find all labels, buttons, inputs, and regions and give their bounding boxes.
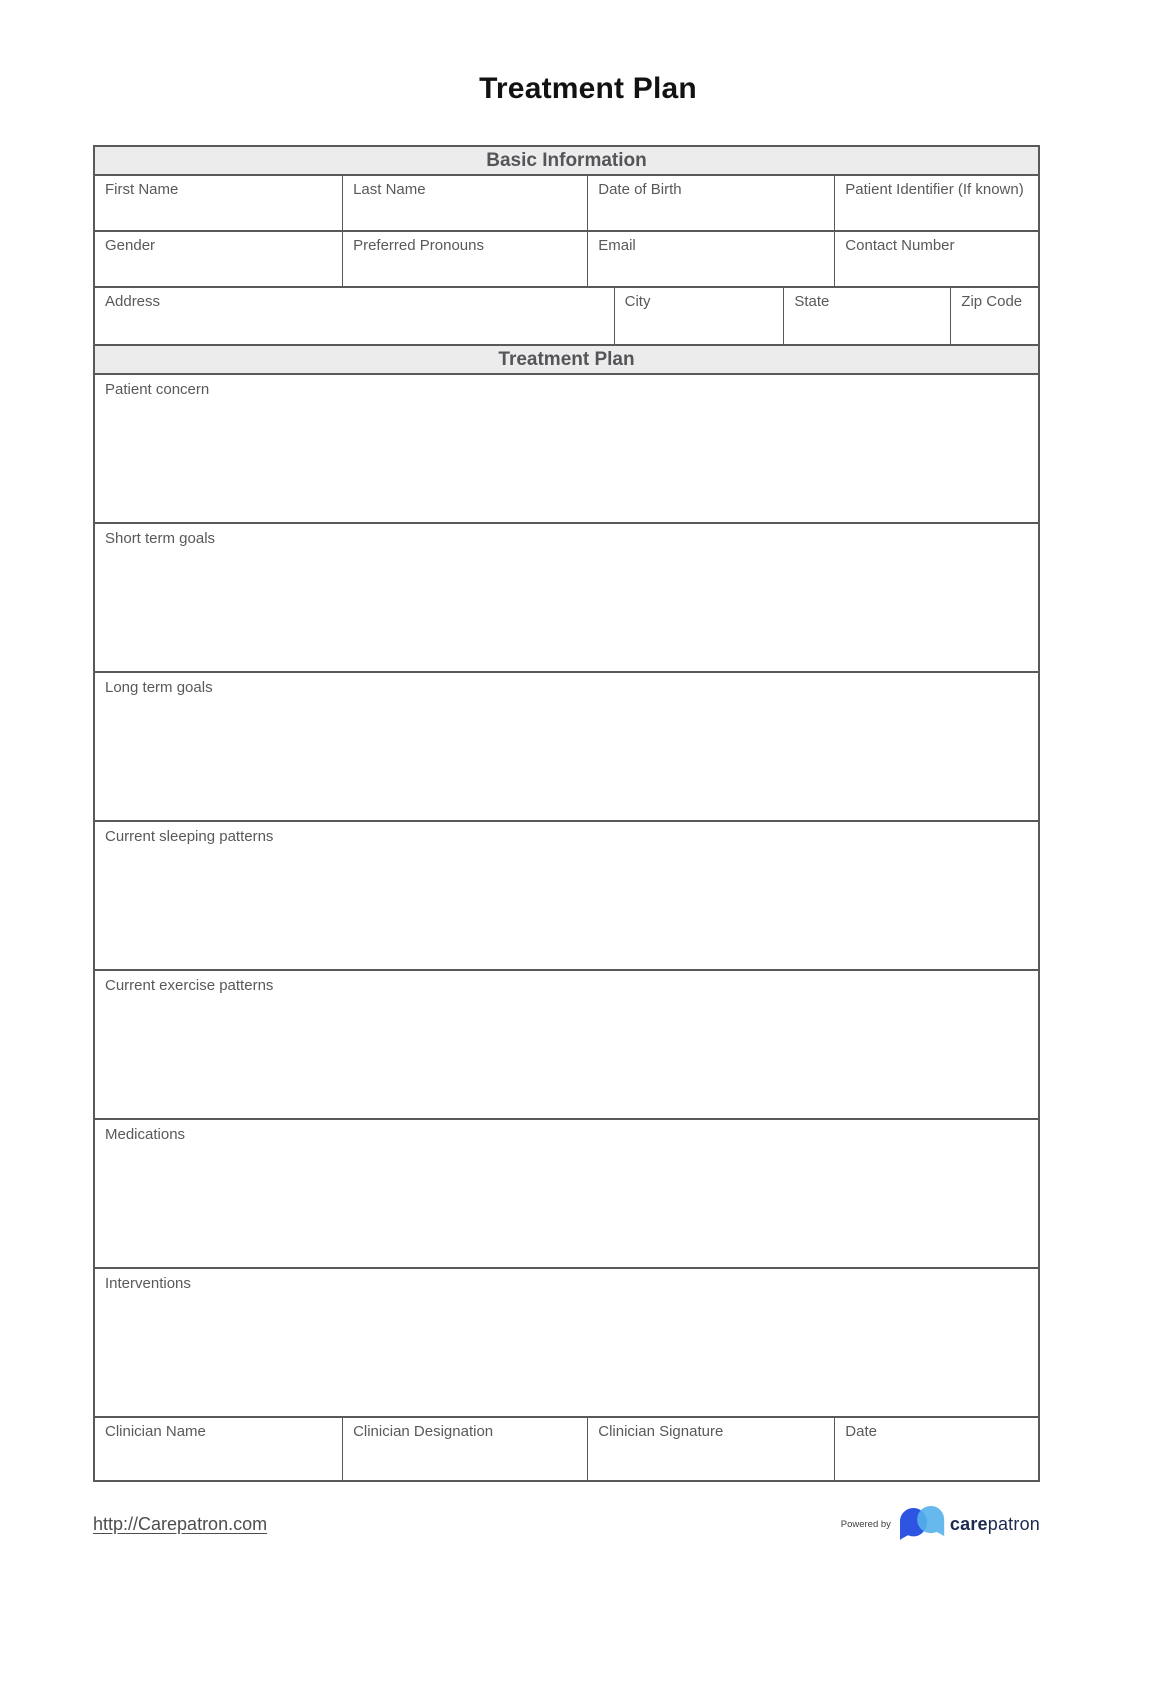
gender-label: Gender bbox=[105, 237, 156, 254]
date-of-birth-field[interactable] bbox=[587, 176, 834, 230]
carepatron-wordmark bbox=[950, 1514, 1040, 1535]
first-name-field[interactable] bbox=[95, 176, 342, 230]
preferred-pronouns-field[interactable] bbox=[342, 232, 587, 286]
address-field[interactable] bbox=[95, 288, 614, 344]
clinician-designation-label: Clinician Designation bbox=[353, 1423, 494, 1440]
carepatron-logo-icon bbox=[899, 1506, 945, 1542]
clinician-name-field[interactable] bbox=[95, 1418, 342, 1480]
medications-field[interactable] bbox=[95, 1120, 1038, 1269]
date-of-birth-label: Date of Birth bbox=[598, 181, 682, 198]
gender-field[interactable] bbox=[95, 232, 342, 286]
state-field[interactable] bbox=[783, 288, 950, 344]
basic-information-section-header: Basic Information bbox=[95, 147, 1038, 176]
last-name-field[interactable] bbox=[342, 176, 587, 230]
patient-concern-field[interactable] bbox=[95, 375, 1038, 524]
basic-info-row-2 bbox=[95, 232, 1038, 288]
short-term-goals-field[interactable] bbox=[95, 524, 1038, 673]
treatment-plan-section-header: Treatment Plan bbox=[95, 346, 1038, 375]
long-term-goals-label: Long term goals bbox=[105, 679, 213, 696]
first-name-label: First Name bbox=[105, 181, 179, 198]
interventions-field[interactable] bbox=[95, 1269, 1038, 1418]
email-field[interactable] bbox=[587, 232, 834, 286]
clinician-signature-label: Clinician Signature bbox=[598, 1423, 724, 1440]
city-field[interactable] bbox=[614, 288, 784, 344]
patient-identifier-field[interactable] bbox=[834, 176, 1038, 230]
patient-identifier-label: Patient Identifier (If known) bbox=[845, 181, 1024, 198]
sleeping-patterns-label: Current sleeping patterns bbox=[105, 828, 274, 845]
zip-code-label: Zip Code bbox=[961, 293, 1023, 310]
medications-label: Medications bbox=[105, 1126, 186, 1143]
basic-info-row-3 bbox=[95, 288, 1038, 346]
brand-care: care bbox=[949, 1513, 988, 1534]
sleeping-patterns-field[interactable] bbox=[95, 822, 1038, 971]
powered-by-block bbox=[841, 1506, 1040, 1542]
short-term-goals-label: Short term goals bbox=[105, 530, 216, 547]
clinician-signoff-row bbox=[95, 1418, 1038, 1480]
preferred-pronouns-label: Preferred Pronouns bbox=[353, 237, 484, 254]
contact-number-label: Contact Number bbox=[845, 237, 955, 254]
carepatron-link[interactable]: http://Carepatron.com bbox=[93, 1513, 268, 1534]
long-term-goals-field[interactable] bbox=[95, 673, 1038, 822]
email-label: Email bbox=[598, 237, 636, 254]
interventions-label: Interventions bbox=[105, 1275, 191, 1292]
contact-number-field[interactable] bbox=[834, 232, 1038, 286]
last-name-label: Last Name bbox=[353, 181, 426, 198]
powered-by-label: Powered by bbox=[840, 1518, 891, 1530]
address-label: Address bbox=[105, 293, 161, 310]
clinician-signature-field[interactable] bbox=[587, 1418, 834, 1480]
clinician-name-label: Clinician Name bbox=[105, 1423, 206, 1440]
exercise-patterns-field[interactable] bbox=[95, 971, 1038, 1120]
date-field[interactable] bbox=[834, 1418, 1038, 1480]
patient-concern-label: Patient concern bbox=[105, 381, 210, 398]
carepatron-logo bbox=[899, 1506, 1040, 1542]
zip-code-field[interactable] bbox=[950, 288, 1038, 344]
page-footer bbox=[93, 1506, 1040, 1542]
exercise-patterns-label: Current exercise patterns bbox=[105, 977, 274, 994]
city-label: City bbox=[624, 293, 651, 310]
page-title: Treatment Plan bbox=[479, 72, 697, 105]
treatment-plan-form bbox=[93, 145, 1040, 1482]
date-label: Date bbox=[845, 1423, 877, 1440]
state-label: State bbox=[794, 293, 830, 310]
clinician-designation-field[interactable] bbox=[342, 1418, 587, 1480]
brand-patron: patron bbox=[987, 1513, 1040, 1534]
basic-info-row-1 bbox=[95, 176, 1038, 232]
